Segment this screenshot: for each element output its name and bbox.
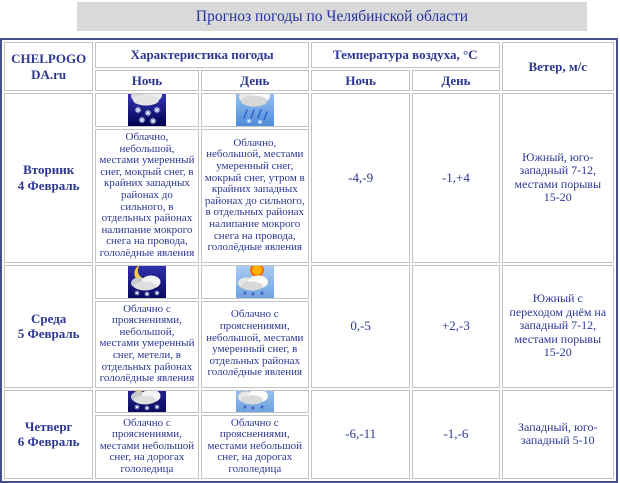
subheader-temp-night: Ночь (311, 70, 410, 91)
day-weather-icon-cell (201, 265, 309, 299)
day-weather-description: Облачно с прояснениями, местами небольшой снег, на дорогах гололедица (201, 415, 309, 479)
subheader-temp-day: День (412, 70, 499, 91)
forecast-table (0, 38, 618, 483)
day-date: 6 Февраль (17, 434, 80, 450)
site-brand-link[interactable]: CHELPOGODA.ru (4, 42, 93, 91)
day-clouds-sleet-icon (236, 94, 274, 126)
header-wind: Ветер, м/с (502, 42, 614, 91)
temp-day: -1,-6 (412, 390, 499, 479)
day-name: Среда (30, 310, 67, 326)
night-weather-icon-cell (95, 265, 198, 299)
wind-forecast: Южный, юго-западный 7-12, местами порывы 15-20 (502, 93, 614, 263)
subheader-weather-day: День (201, 70, 309, 91)
day-date: 4 Февраль (17, 177, 80, 193)
day-weather-icon-cell (201, 390, 309, 413)
subheader-weather-night: Ночь (95, 70, 198, 91)
night-moon-clouds-snow-icon (128, 266, 166, 298)
night-clouds-heavy-snow-icon (128, 94, 166, 126)
temp-night: -6,-11 (311, 390, 410, 479)
header-row-groups (4, 42, 614, 68)
night-moon-clouds-snow-icon (128, 391, 166, 412)
night-weather-description: Облачно с прояснениями, небольшой, местами умеренный снег, метели, в отдельных районах гололёдные явления (95, 301, 198, 388)
day-weather-icon-cell (201, 93, 309, 127)
day-date: 5 Февраль (17, 326, 80, 342)
temp-night: -4,-9 (311, 93, 410, 263)
day-sun-clouds-snow-icon (236, 266, 274, 298)
day-name: Четверг (24, 418, 73, 434)
wind-forecast: Южный с переходом днём на западный 7-12, местами порывы 15-20 (502, 265, 614, 388)
day-label (4, 265, 93, 388)
forecast-row-icons (4, 93, 614, 127)
day-label (4, 93, 93, 263)
day-label (4, 390, 93, 479)
night-weather-icon-cell (95, 93, 198, 127)
day-weather-description: Облачно, небольшой, местами умеренный снег, мокрый снег, утром в крайних западных районах до сильного, в отдельных районах налипание мокрого снега на провода, гололёдные явления (201, 129, 309, 263)
header-temperature: Температура воздуха, °С (311, 42, 500, 68)
forecast-row-icons (4, 265, 614, 299)
wind-forecast: Западный, юго-западный 5-10 (502, 390, 614, 479)
night-weather-description: Облачно с прояснениями, местами небольшой снег, на дорогах гололедица (95, 415, 198, 479)
day-weather-description: Облачно с прояснениями, небольшой, местами умеренный снег, в отдельных районах гололёдные явления (201, 301, 309, 388)
page-title: Прогноз погоды по Челябинской области (77, 2, 587, 31)
night-weather-description: Облачно, небольшой, местами умеренный снег, мокрый снег, в крайних западных районах до сильного, в отдельных районах налипание мокрого снега на провода, гололёдные явления (95, 129, 198, 263)
temp-day: +2,-3 (412, 265, 499, 388)
forecast-row-icons (4, 390, 614, 413)
temp-day: -1,+4 (412, 93, 499, 263)
header-weather: Характеристика погоды (95, 42, 309, 68)
night-weather-icon-cell (95, 390, 198, 413)
day-sun-clouds-snow-icon (236, 391, 274, 412)
temp-night: 0,-5 (311, 265, 410, 388)
day-name: Вторник (23, 162, 75, 178)
